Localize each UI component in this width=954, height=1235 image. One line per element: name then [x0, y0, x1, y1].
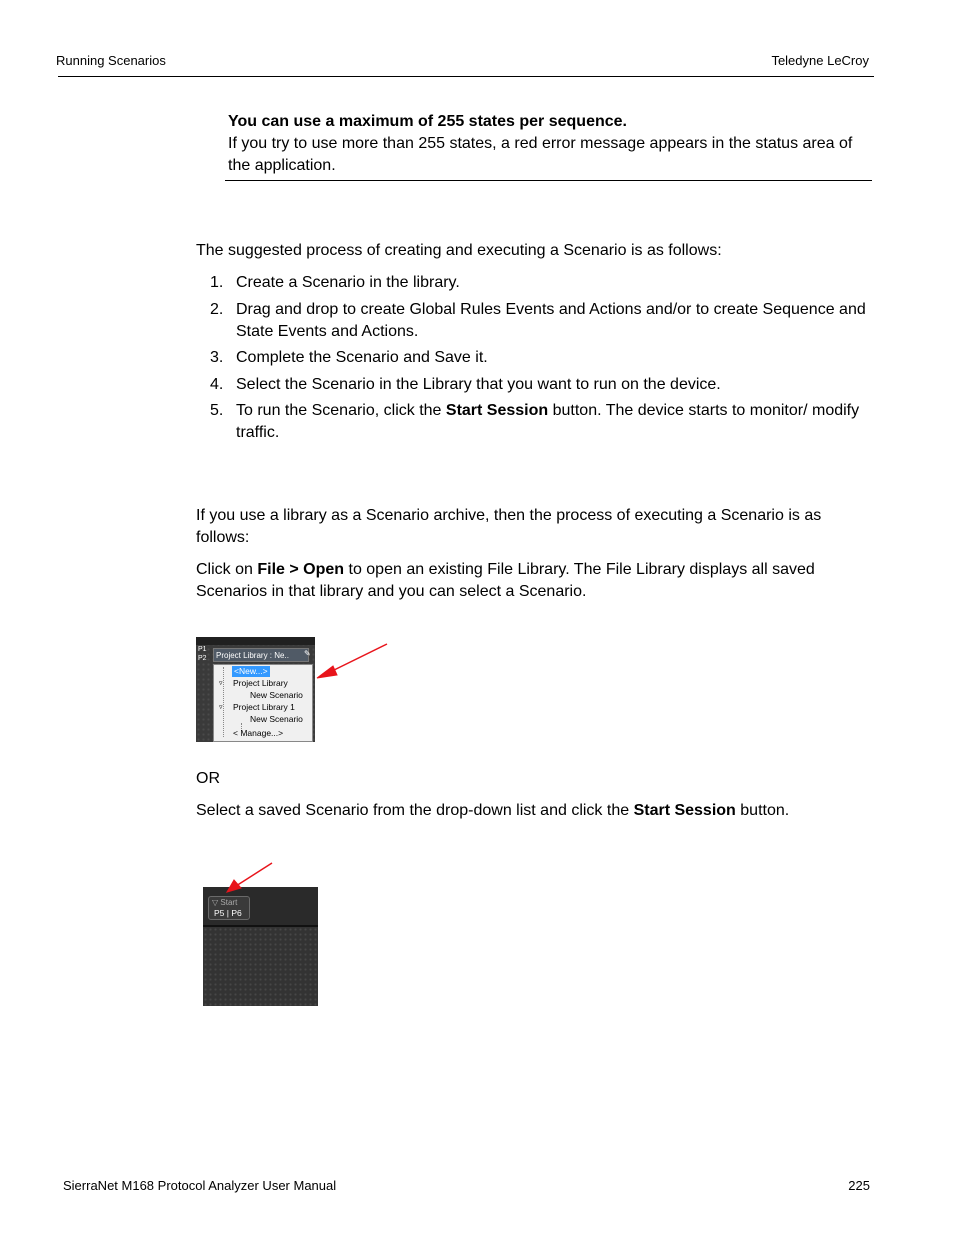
running-header: Running Scenarios [56, 53, 166, 68]
select-paragraph: Select a saved Scenario from the drop-down list and click the Start Session button. [196, 802, 790, 819]
menu-item-new-scenario[interactable]: New Scenario [250, 690, 303, 700]
menu-item-new[interactable]: <New...> [234, 666, 268, 676]
start-session-screenshot [203, 887, 318, 1006]
note-bold: You can use a maximum of 255 states per sequence. [228, 113, 627, 130]
library-menu [213, 664, 313, 742]
note-text: If you try to use more than 255 states, a red error message appears in the status area of the application. [228, 135, 853, 174]
pencil-icon[interactable]: ✎ [304, 649, 311, 658]
toolbar-strip [196, 637, 315, 645]
port-labels: P1 P2 [198, 646, 207, 662]
start-session-label-2: Start Session [633, 802, 736, 819]
red-arrow-icon [222, 860, 277, 895]
header-rule [58, 76, 874, 77]
menu-item-project-library-1[interactable]: Project Library 1 [233, 702, 295, 712]
intro-paragraph: The suggested process of creating and executing a Scenario is as follows: [196, 242, 722, 259]
collapse-icon[interactable]: ▿ [219, 704, 223, 711]
company-header: Teledyne LeCroy [771, 53, 869, 68]
collapse-icon[interactable]: ▿ [219, 680, 223, 687]
menu-item-manage[interactable]: < Manage...> [233, 728, 284, 738]
library-selector[interactable]: Project Library : Ne.. [213, 648, 309, 662]
start-session-label: Start Session [445, 402, 549, 419]
page-number: 225 [848, 1178, 870, 1193]
archive-paragraph: If you use a library as a Scenario archive, then the process of executing a Scenario is as follows: [196, 507, 822, 546]
or-text: OR [196, 770, 220, 787]
start-session-button[interactable]: ▽ Start P5 | P6 [208, 896, 250, 920]
note-box [228, 111, 878, 177]
port-labels: P5 | P6 [214, 908, 242, 918]
menu-item-project-library[interactable]: Project Library [233, 678, 288, 688]
note-rule [225, 180, 872, 181]
footer-title: SierraNet M168 Protocol Analyzer User Manual [63, 1178, 337, 1193]
steps-list: 1. Create a Scenario in the library. 2. Drag and drop to create Global Rules Events and Actions and/or to create Sequence and State Events and Actions. 3. Complete the Scenario and Save it. 4. Select the Scenario in the Library that you want to run on the device. 5. To run the Scenario, click the Start Session button. The device starts to monitor/ modify traffic. [210, 274, 866, 441]
file-open-paragraph: Click on File > Open to open an existing File Library. The File Library displays all saved Scenarios in that library and you can select a Scenario. [196, 561, 815, 600]
red-arrow-icon [300, 640, 395, 685]
dropdown-icon: ▽ [212, 898, 219, 907]
file-open-label: File > Open [257, 561, 345, 578]
menu-item-new-scenario-2[interactable]: New Scenario [250, 714, 303, 724]
library-dropdown-screenshot [196, 637, 315, 742]
